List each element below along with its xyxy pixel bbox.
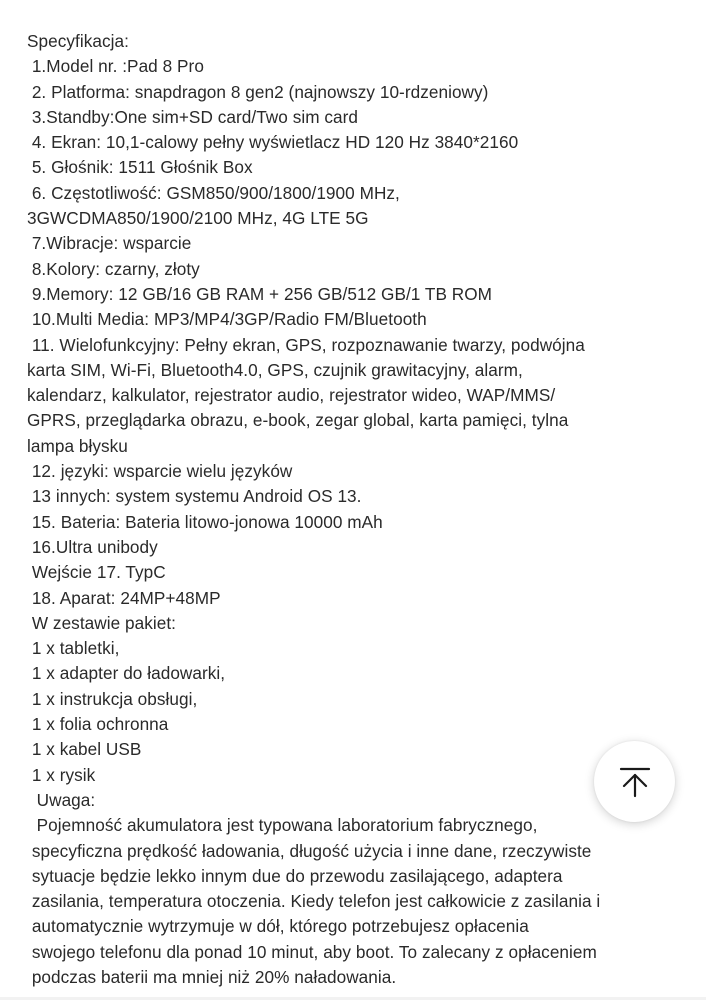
- description-line: 13 innych: system systemu Android OS 13.: [27, 486, 362, 507]
- description-line: 3GWCDMA850/1900/2100 MHz, 4G LTE 5G: [27, 208, 369, 229]
- description-line: 1.Model nr. :Pad 8 Pro: [27, 56, 204, 77]
- description-line: 1 x rysik: [27, 764, 96, 785]
- description-line: swojego telefonu dla ponad 10 minut, aby boot. To zalecany z opłaceniem: [27, 941, 597, 962]
- description-line: kalendarz, kalkulator, rejestrator audio, rejestrator wideo, WAP/MMS/: [27, 385, 556, 406]
- scroll-to-top-button[interactable]: [594, 741, 675, 822]
- description-line: 6. Częstotliwość: GSM850/900/1800/1900 MHz,: [27, 182, 400, 203]
- description-line: 1 x tabletki,: [27, 638, 120, 659]
- description-line: Uwaga:: [27, 789, 96, 810]
- description-line: 2. Platforma: snapdragon 8 gen2 (najnowszy 10-rdzeniowy): [27, 81, 489, 102]
- description-line: 8.Kolory: czarny, złoty: [27, 258, 200, 279]
- description-line: W zestawie pakiet:: [27, 612, 177, 633]
- description-line: podczas baterii ma mniej niż 20% naładowania.: [27, 966, 397, 987]
- description-line: 1 x adapter do ładowarki,: [27, 663, 226, 684]
- description-line: GPRS, przeglądarka obrazu, e-book, zegar global, karta pamięci, tylna: [27, 410, 569, 431]
- description-line: 15. Bateria: Bateria litowo-jonowa 10000 mAh: [27, 511, 383, 532]
- description-line: 18. Aparat: 24MP+48MP: [27, 587, 221, 608]
- description-line: lampa błysku: [27, 435, 128, 456]
- arrow-up-to-top-icon: [618, 765, 652, 799]
- description-line: sytuacje będzie lekko innym due do przewodu zasilającego, adaptera: [27, 865, 563, 886]
- description-line: Pojemność akumulatora jest typowana laboratorium fabrycznego,: [27, 815, 538, 836]
- description-line: 16.Ultra unibody: [27, 536, 158, 557]
- description-line: zasilania, temperatura otoczenia. Kiedy telefon jest całkowicie z zasilania i: [27, 891, 601, 912]
- description-line: 3.Standby:One sim+SD card/Two sim card: [27, 106, 359, 127]
- description-line: karta SIM, Wi-Fi, Bluetooth4.0, GPS, czujnik grawitacyjny, alarm,: [27, 359, 523, 380]
- product-description: [27, 29, 695, 990]
- description-line: 5. Głośnik: 1511 Głośnik Box: [27, 157, 253, 178]
- description-line: 1 x kabel USB: [27, 739, 142, 760]
- description-line: 12. języki: wsparcie wielu języków: [27, 461, 293, 482]
- description-line: 11. Wielofunkcyjny: Pełny ekran, GPS, rozpoznawanie twarzy, podwójna: [27, 334, 585, 355]
- description-line: Wejście 17. TypC: [27, 562, 166, 583]
- description-line: 10.Multi Media: MP3/MP4/3GP/Radio FM/Bluetooth: [27, 309, 427, 330]
- description-line: 7.Wibracje: wsparcie: [27, 233, 192, 254]
- description-line: 9.Memory: 12 GB/16 GB RAM + 256 GB/512 GB/1 TB ROM: [27, 283, 493, 304]
- description-line: 4. Ekran: 10,1-calowy pełny wyświetlacz HD 120 Hz 3840*2160: [27, 132, 519, 153]
- description-line: 1 x folia ochronna: [27, 714, 169, 735]
- description-line: automatycznie wytrzymuje w dół, którego potrzebujesz opłacenia: [27, 916, 529, 937]
- description-line: specyficzna prędkość ładowania, długość użycia i inne dane, rzeczywiste: [27, 840, 592, 861]
- description-line: 1 x instrukcja obsługi,: [27, 688, 198, 709]
- description-line: Specyfikacja:: [27, 31, 129, 51]
